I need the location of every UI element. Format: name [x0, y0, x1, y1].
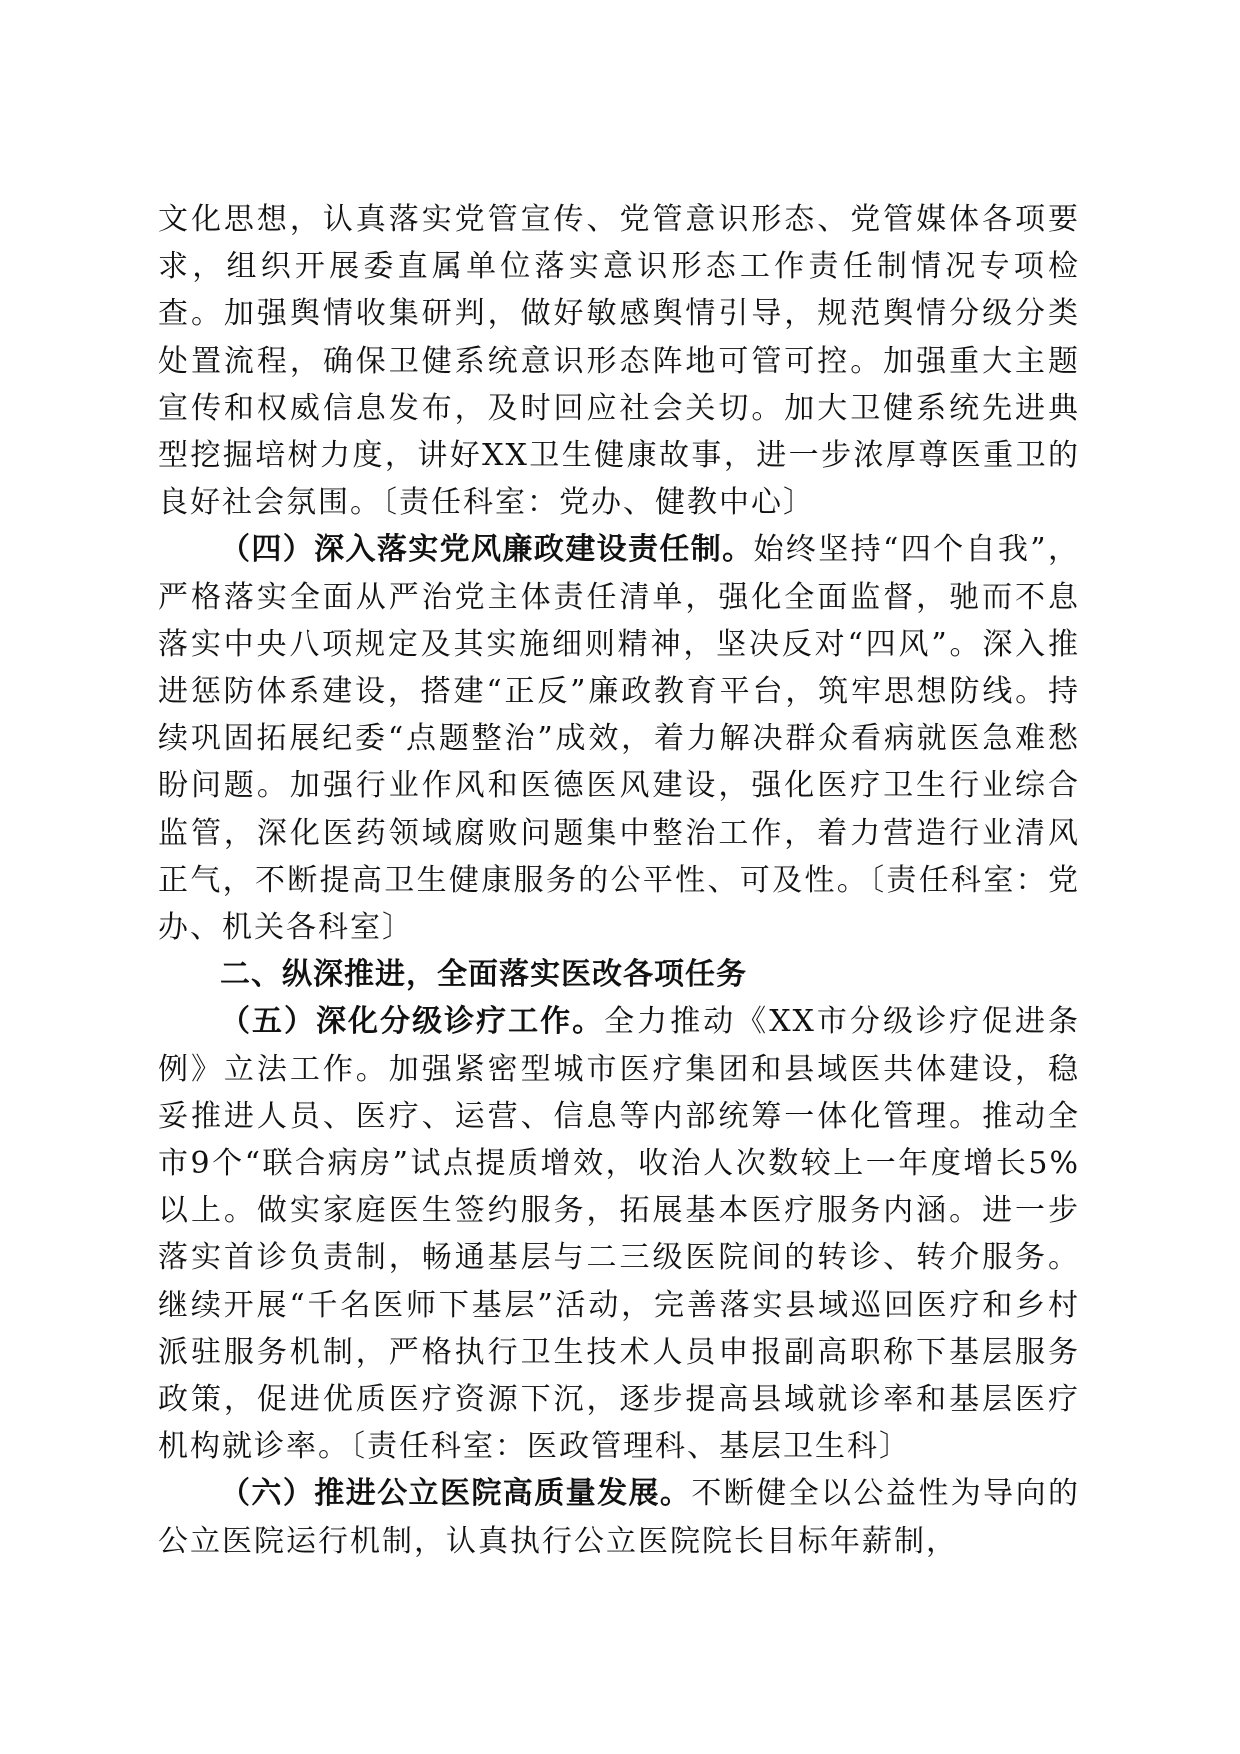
section-heading: 二、纵深推进，全面落实医改各项任务: [220, 957, 747, 993]
paragraph-text: 不断健全以公益性为导向的公立医院运行机制，认真执行公立医院院长目标年薪制，: [158, 1476, 1081, 1559]
paragraph-text: 始终坚持“四个自我”，严格落实全面从严治党主体责任清单，强化全面监督，驰而不息落实中央八项规定及其实施细则精神，坚决反对“四风”。深入推进惩防体系建设，搭建“正反”廉政教育平台，筑牢思想防线。持续巩固拓展纪委“点题整治”成效，着力解决群众看病就医急难愁盼问题。加强行业作风和医德医风建设，强化医疗卫生行业综合监管，深化医药领域腐败问题集中整治工作，着力营造行业清风正气，不断提高卫生健康服务的公平性、可及性。〔责任科室：党办、机关各科室〕: [158, 532, 1080, 946]
document-body: [158, 196, 1080, 1565]
paragraph-item-5: [158, 998, 1080, 1470]
paragraph-text: 文化思想，认真落实党管宣传、党管意识形态、党管媒体各项要求，组织开展委直属单位落实意识形态工作责任制情况专项检查。加强舆情收集研判，做好敏感舆情引导，规范舆情分级分类处置流程，确保卫健系统意识形态阵地可管可控。加强重大主题宣传和权威信息发布，及时回应社会关切。加大卫健系统先进典型挖掘培树力度，讲好XX卫生健康故事，进一步浓厚尊医重卫的良好社会氛围。〔责任科室：党办、健教中心〕: [158, 202, 1080, 521]
paragraph-text: 全力推动《XX市分级诊疗促进条例》立法工作。加强紧密型城市医疗集团和县域医共体建设，稳妥推进人员、医疗、运营、信息等内部统筹一体化管理。推动全市9个“联合病房”试点提质增效，收治人次数较上一年度增长5%以上。做实家庭医生签约服务，拓展基本医疗服务内涵。进一步落实首诊负责制，畅通基层与二三级医院间的转诊、转介服务。继续开展“千名医师下基层”活动，完善落实县域巡回医疗和乡村派驻服务机制，严格执行卫生技术人员申报副高职称下基层服务政策，促进优质医疗资源下沉，逐步提高县域就诊率和基层医疗机构就诊率。〔责任科室：医政管理科、基层卫生科〕: [158, 1004, 1081, 1465]
paragraph-lead: （四）深入落实党风廉政建设责任制。: [220, 532, 754, 568]
paragraph-item-6: [158, 1470, 1080, 1564]
paragraph-lead: （五）深化分级诊疗工作。: [220, 1004, 605, 1040]
paragraph-continued: [158, 196, 1080, 526]
paragraph-lead: （六）推进公立医院高质量发展。: [220, 1476, 692, 1512]
paragraph-item-4: [158, 526, 1080, 951]
